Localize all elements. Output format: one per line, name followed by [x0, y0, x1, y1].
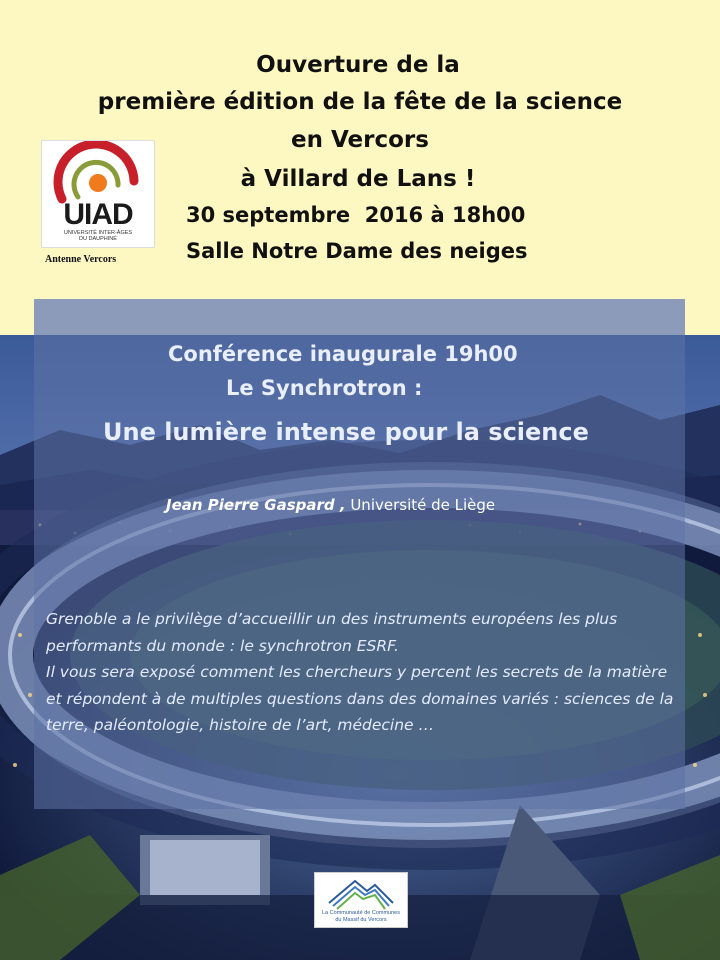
- speaker-name: Jean Pierre Gaspard ,: [166, 496, 346, 514]
- uiad-logo-subtitle-1: UNIVERSITÉ INTER-ÂGES: [63, 230, 133, 236]
- community-logo-line-1: La Communauté de Communes: [322, 910, 400, 916]
- title-line-1: Ouverture de la: [256, 52, 460, 78]
- conference-topic: Le Synchrotron :: [226, 376, 423, 400]
- title-line-4: à Villard de Lans !: [240, 166, 476, 192]
- description-paragraph-2: Il vous sera exposé comment les chercheurs y percent les secrets de la matière et répondent à de multiples questions dans des domaines variés : sciences de la terre, paléontologie, histoire de l’art, médecine …: [46, 663, 674, 734]
- speaker-line: [166, 496, 495, 514]
- title-line-2: première édition de la fête de la science: [97, 89, 623, 115]
- community-logo-line-2: du Massif du Vercors: [335, 917, 387, 923]
- conference-heading: Conférence inaugurale 19h00: [168, 342, 518, 366]
- speaker-affiliation: Université de Liège: [345, 496, 496, 514]
- uiad-logo-word: UIAD: [63, 198, 133, 231]
- description: [46, 606, 676, 739]
- community-logo: [314, 872, 408, 928]
- description-paragraph-1: Grenoble a le privilège d’accueillir un des instruments européens les plus performants du monde : le synchrotron ESRF.: [46, 610, 618, 655]
- event-date: 30 septembre 2016 à 18h00: [186, 203, 526, 227]
- uiad-logo-subtitle: [46, 230, 150, 242]
- uiad-logo-subtitle-2: DU DAUPHINÉ: [79, 236, 117, 242]
- conference-subtitle: Une lumière intense pour la science: [103, 418, 589, 446]
- antenne-label: Antenne Vercors: [45, 254, 117, 265]
- title-line-3: en Vercors: [291, 127, 429, 153]
- mountain-icon: [315, 873, 407, 913]
- uiad-logo: [41, 140, 155, 248]
- event-venue: Salle Notre Dame des neiges: [186, 239, 528, 263]
